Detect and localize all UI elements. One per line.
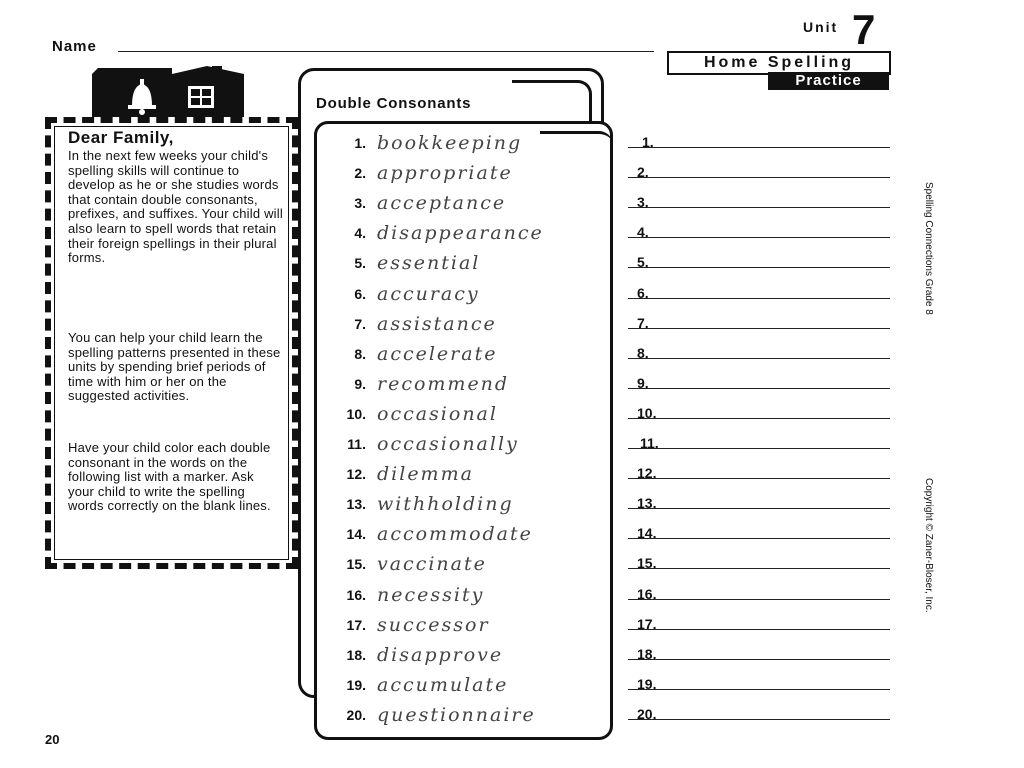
word-number: 11. [347,436,366,452]
unit-label: Unit [803,19,839,35]
word-number: 3. [354,195,366,211]
folder-front-tab [540,131,613,171]
word-number: 15. [346,556,366,572]
answer-number: 3. [637,194,649,210]
word-number: 10. [346,406,366,422]
answer-line[interactable] [628,358,890,359]
answer-number: 2. [637,164,649,180]
spelling-word: dilemma [377,463,474,485]
spelling-word: disapprove [377,644,504,666]
answer-line[interactable] [628,478,890,479]
answer-number: 20. [637,706,657,722]
spelling-word: vaccinate [377,553,487,575]
unit-number: 7 [852,6,876,53]
word-number: 16. [346,587,366,603]
answer-number: 5. [637,254,649,270]
word-number: 2. [354,165,366,181]
answer-line[interactable] [628,538,890,539]
answer-number: 17. [637,616,657,632]
answer-number: 14. [637,525,657,541]
name-line[interactable] [118,51,654,52]
series-note: Spelling Connections Grade 8 [923,182,934,315]
spelling-word: essential [377,252,481,274]
answer-line[interactable] [628,237,890,238]
spelling-word: appropriate [377,162,513,184]
spelling-word: occasionally [377,433,519,455]
word-number: 12. [346,466,366,482]
spelling-word: assistance [377,313,497,335]
answer-number: 18. [637,646,657,662]
answer-line[interactable] [628,448,890,449]
spelling-word: bookkeeping [377,132,523,154]
answer-number: 1. [642,134,654,150]
answer-line[interactable] [628,689,890,690]
answer-line[interactable] [628,298,890,299]
copyright-note: Copyright © Zaner-Bloser, Inc. [923,478,934,613]
answer-number: 10. [637,405,657,421]
practice-label: Practice [768,72,889,90]
word-number: 17. [346,617,366,633]
letter-title: Dear Family, [68,128,174,147]
spelling-word: occasional [377,403,498,425]
home-spelling-title: Home Spelling [667,51,891,75]
word-number: 8. [354,346,366,362]
answer-line[interactable] [628,629,890,630]
word-number: 7. [354,316,366,332]
name-label: Name [52,38,97,55]
window-icon [188,86,214,108]
spelling-word: withholding [377,493,514,515]
answer-line[interactable] [628,147,890,148]
answer-line[interactable] [628,207,890,208]
spelling-word: accuracy [377,283,480,305]
word-number: 6. [354,286,366,302]
word-number: 20. [346,707,366,723]
answer-line[interactable] [628,388,890,389]
word-number: 14. [346,526,366,542]
answer-line[interactable] [628,418,890,419]
word-number: 4. [354,225,366,241]
spelling-word: accommodate [377,523,533,545]
answer-line[interactable] [628,599,890,600]
spelling-word: questionnaire [377,704,536,726]
spelling-word: recommend [377,373,510,395]
answer-number: 19. [637,676,657,692]
house-icon [92,66,252,118]
answer-line[interactable] [628,328,890,329]
answer-line[interactable] [628,719,890,720]
page-number: 20 [45,732,60,747]
answer-number: 6. [637,285,649,301]
spelling-word: successor [377,614,490,636]
word-number: 5. [354,255,366,271]
letter-paragraph-3: Have your child color each double consonant in the words on the following list with a marker. Ask your child to write the spelling words correctly on the blank lines. [68,440,271,514]
folder-title: Double Consonants [316,95,472,112]
letter-paragraph-1: In the next few weeks your child's spelling skills will continue to develop as he or she studies words that contain double consonants, prefixes, and suffixes. Your child will also learn to spell words that retain their foreign spellings in their plural forms. [68,148,283,266]
spelling-word: accumulate [377,674,509,696]
spelling-word: necessity [377,584,485,606]
answer-number: 12. [637,465,657,481]
answer-line[interactable] [628,508,890,509]
spelling-word: accelerate [377,343,498,365]
spelling-word: disappearance [377,222,544,244]
answer-number: 7. [637,315,649,331]
word-number: 19. [346,677,366,693]
answer-line[interactable] [628,568,890,569]
answer-line[interactable] [628,177,890,178]
word-number: 13. [346,496,366,512]
spelling-word: acceptance [377,192,507,214]
answer-line[interactable] [628,267,890,268]
answer-line[interactable] [628,659,890,660]
answer-number: 16. [637,586,657,602]
answer-number: 9. [637,375,649,391]
word-number: 18. [346,647,366,663]
answer-number: 4. [637,224,649,240]
answer-number: 11. [640,435,659,451]
answer-number: 13. [637,495,657,511]
answer-number: 15. [637,555,657,571]
answer-number: 8. [637,345,649,361]
letter-paragraph-2: You can help your child learn the spelling patterns presented in these units by spending brief periods of time with him or her on the suggested activities. [68,330,281,404]
word-number: 1. [354,135,366,151]
word-number: 9. [354,376,366,392]
